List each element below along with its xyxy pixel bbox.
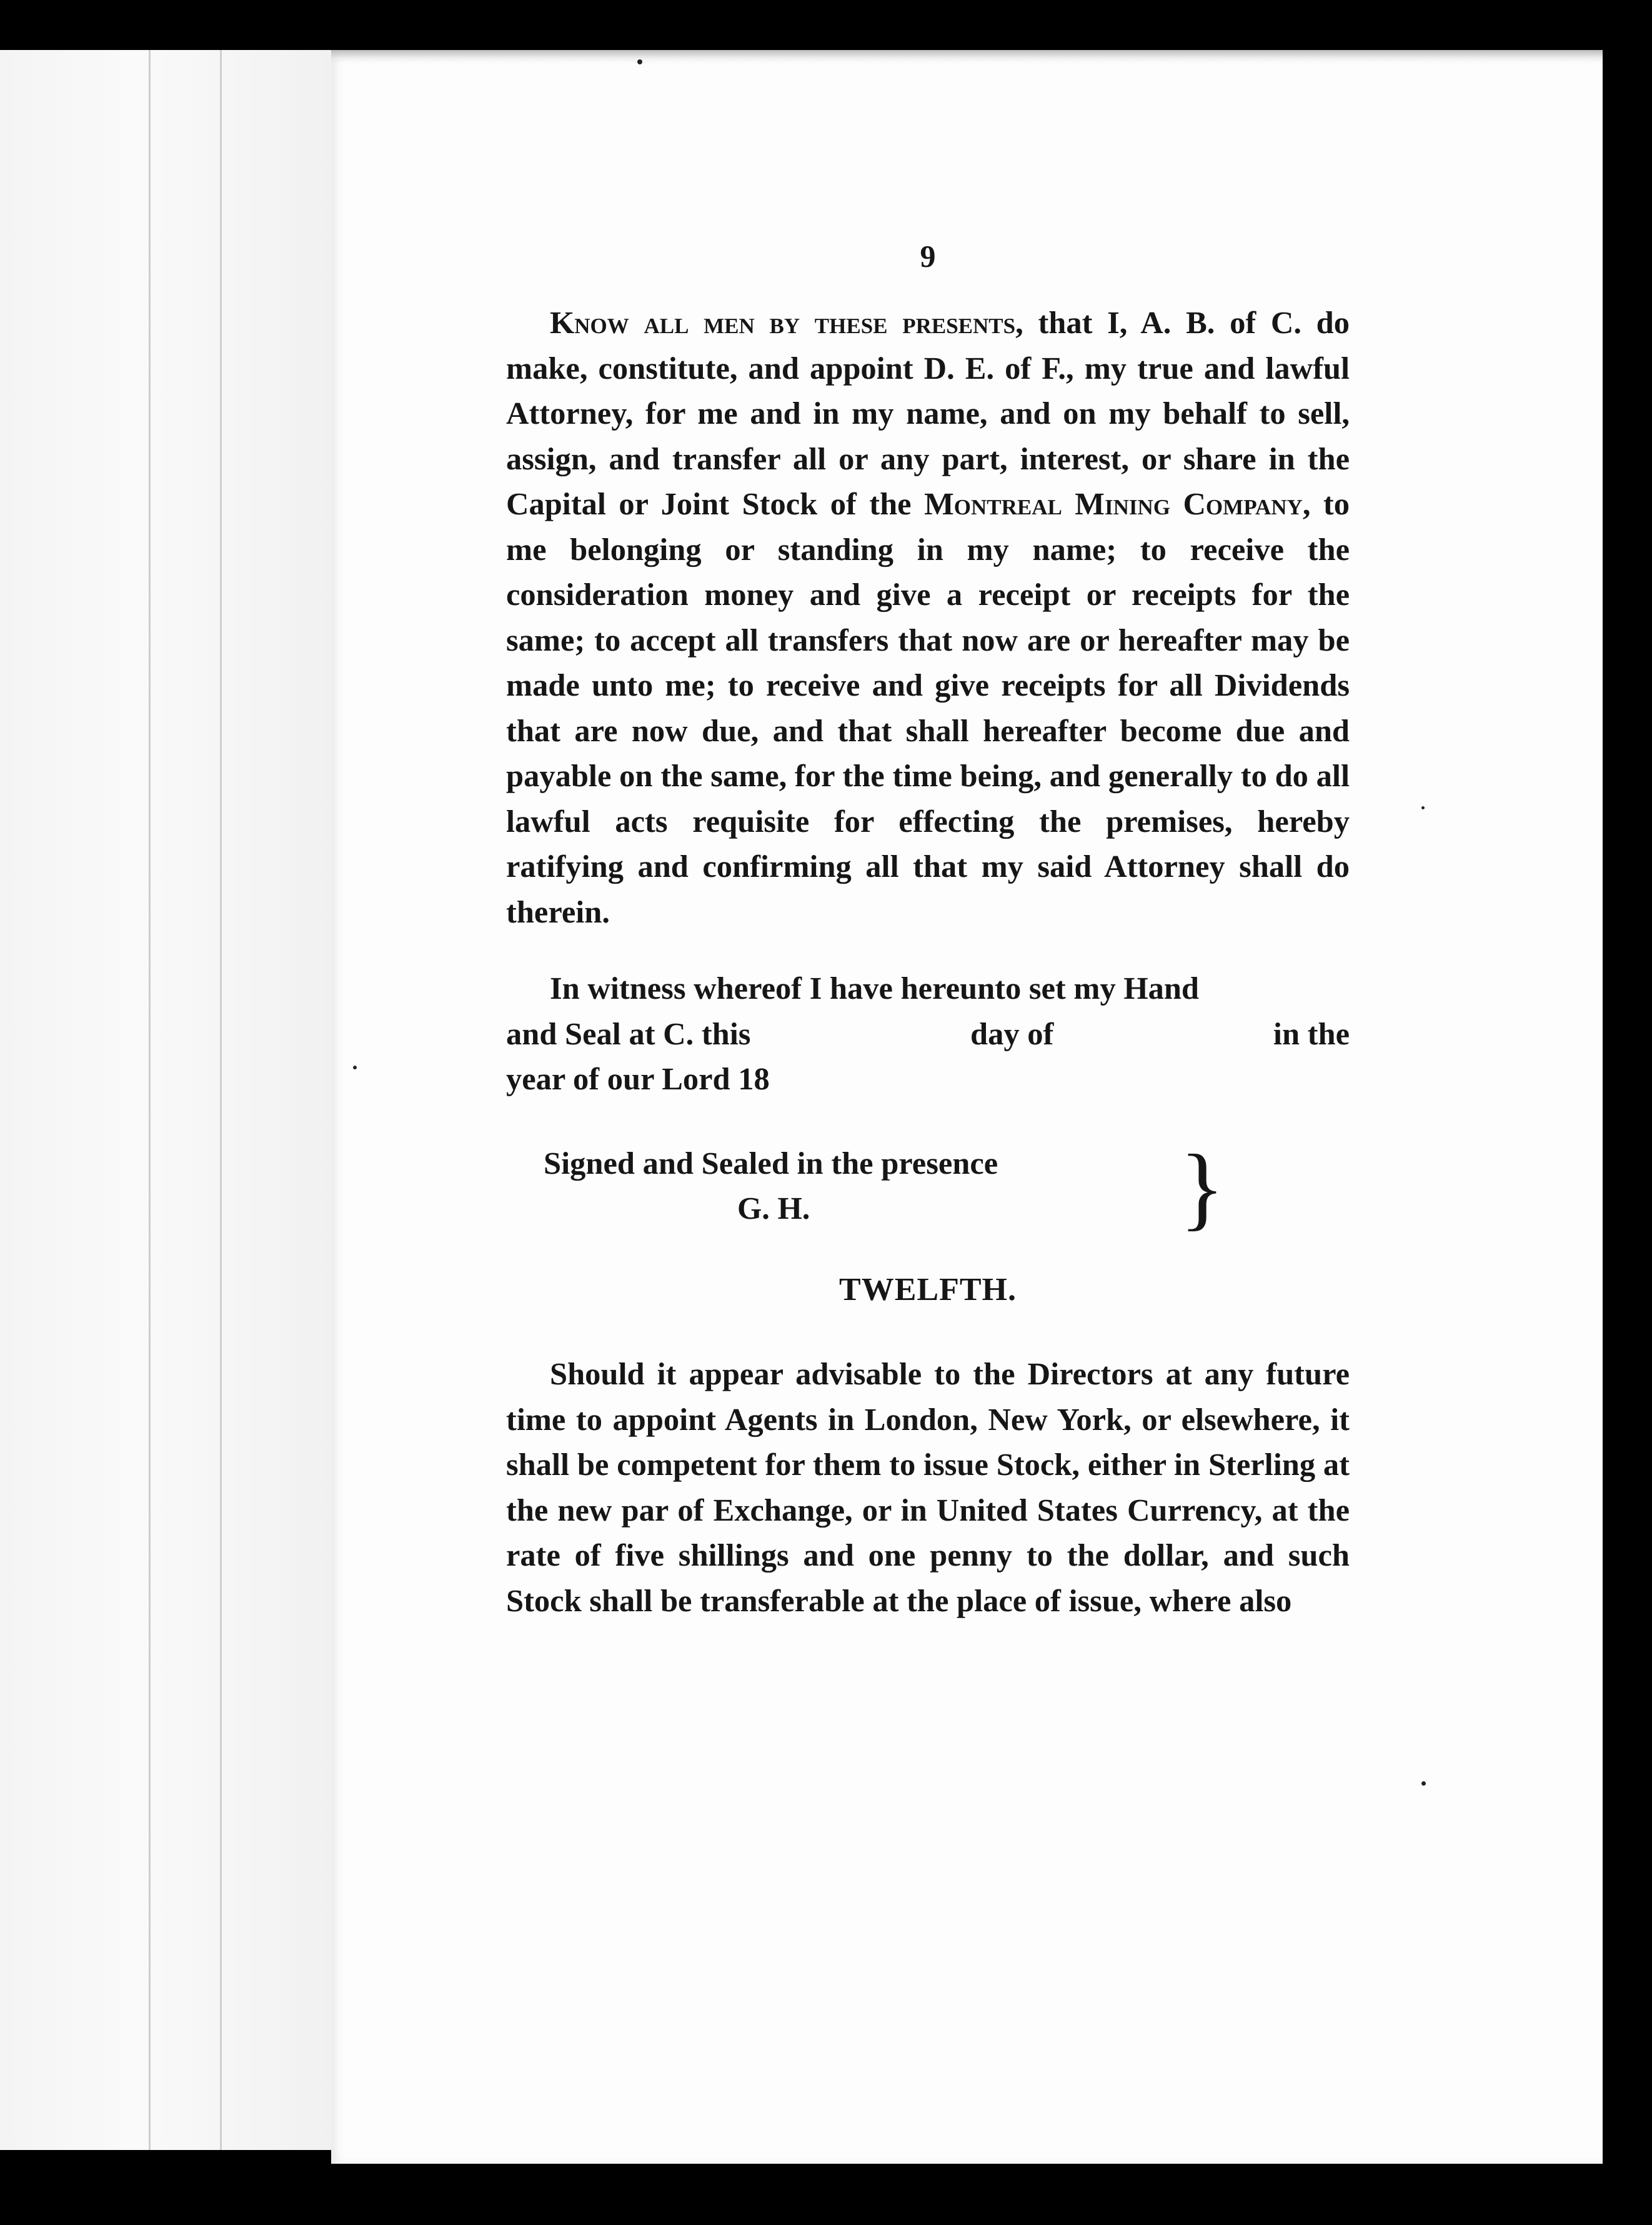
ink-speck bbox=[1421, 806, 1425, 809]
brace-glyph: } bbox=[1180, 1135, 1225, 1239]
witness-line-2-start: and Seal at C. this bbox=[506, 1016, 751, 1051]
signature-label: Signed and Sealed in the presence bbox=[544, 1145, 998, 1181]
facing-page-edge bbox=[0, 50, 331, 2150]
signature-block bbox=[506, 1135, 1225, 1239]
form-text-part-1: , that I, A. B. of C. do make, constitute, and appoint D. E. of F., my true and lawful Attorney, for me and in my name, and on my behalf to sell, assign, and transfer all or any part, interest, or share in the Capital or Joint Stock of the bbox=[506, 305, 1350, 521]
ink-speck bbox=[637, 59, 642, 64]
page-fold-line bbox=[220, 50, 222, 2150]
witness-line-2 bbox=[506, 1011, 1350, 1057]
witness-line-1: In witness whereof I have hereunto set my Hand bbox=[550, 971, 1200, 1006]
ink-speck bbox=[353, 1066, 357, 1069]
book-page bbox=[331, 50, 1603, 2164]
page-fold-line bbox=[149, 50, 151, 2150]
witness-line-3: year of our Lord 18 bbox=[506, 1061, 770, 1096]
form-text-part-2: , to me belonging or standing in my name; to receive the consideration money and give a receipt or receipts for the same; to accept all transfers that now are or hereafter may be made unto me; to receive and give receipts for all Dividends that are now due, and that shall hereafter become due and payable on the same, for the time being, and generally to do all lawful acts requisite for effecting the premises, hereby ratifying and confirming all that my said Attorney shall do therein. bbox=[506, 486, 1350, 929]
company-name: Montreal Mining Company bbox=[924, 486, 1303, 521]
page-number: 9 bbox=[920, 239, 936, 274]
ink-speck bbox=[1421, 1781, 1426, 1786]
opening-words: Know all men by these presents bbox=[550, 305, 1016, 340]
witness-line-2-middle: day of bbox=[970, 1016, 1054, 1051]
section-heading: TWELFTH. bbox=[839, 1271, 1017, 1308]
section-body: Should it appear advisable to the Directors at any future time to appoint Agents in London, New York, or elsewhere, it shall be competent for them to issue Stock, either in Sterling at the new par of Exchange, or in United States Currency, at the rate of five shillings and one penny to the dollar, and such Stock shall be transferable at the place of issue, where also bbox=[506, 1356, 1350, 1618]
witness-clause bbox=[506, 966, 1350, 1102]
top-edge-shadow bbox=[331, 50, 1603, 64]
page-text bbox=[506, 238, 1350, 1623]
witness-name: G. H. bbox=[737, 1191, 810, 1226]
power-of-attorney-form bbox=[506, 300, 1350, 934]
witness-line-2-end: in the bbox=[1273, 1016, 1350, 1051]
